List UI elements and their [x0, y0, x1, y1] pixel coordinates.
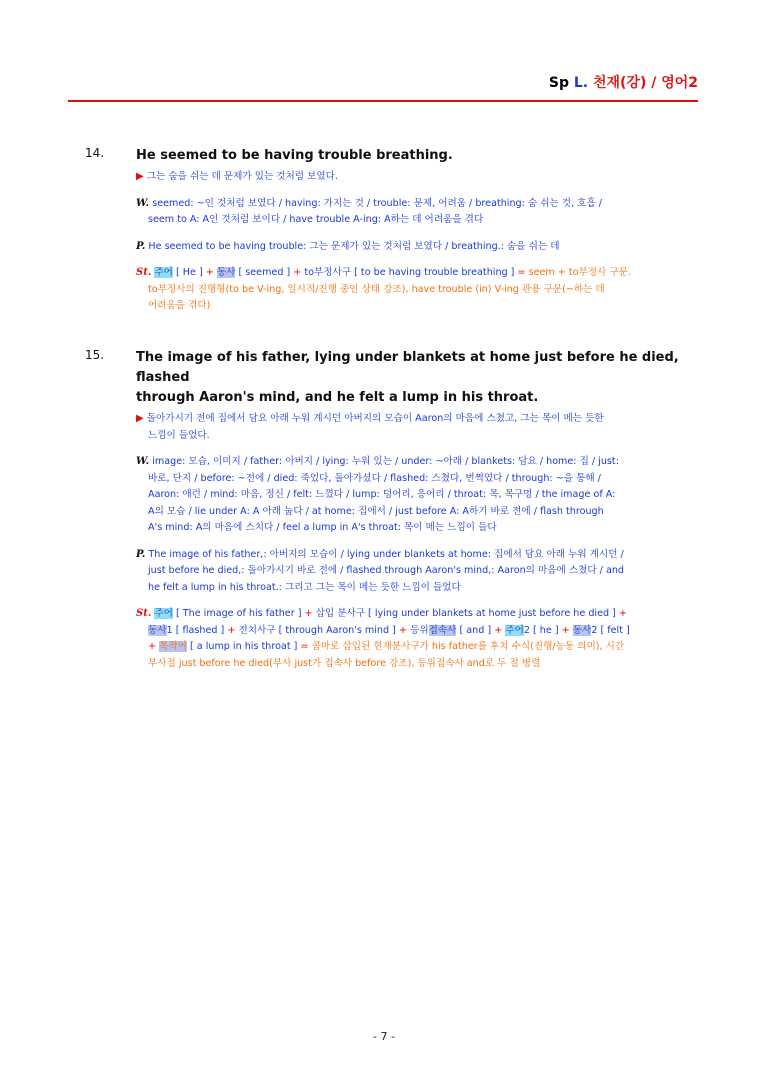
structure-line: to부정사의 진행형(to be V-ing, 일시적/진행 중인 상태 강조), have trouble (in) V-ing 관용 구문(~하는 데 [148, 283, 605, 295]
triangle-icon: ▶ [136, 413, 144, 424]
words-line: seem to A: A인 것처럼 보이다 / have trouble A-ing: A하는 데 어려움을 겪다 [148, 214, 484, 225]
question-number: 15. [85, 348, 105, 362]
structure-line: 동사1 [ flashed ] + 전치사구 [ through Aaron's mind ] + 등위접속사 [ and ] + 주어2 [ he ] + 동사2 [ felt ] [148, 624, 630, 636]
question-sentence-line: through Aaron's mind, and he felt a lump in his throat. [136, 390, 539, 405]
phrases-line: just before he died,: 돌아가시기 바로 전에 / flashed through Aaron's mind,: Aaron의 마음에 스쳤다 / and [148, 565, 625, 576]
question-14 [85, 146, 685, 315]
triangle-icon: ▶ [136, 171, 144, 182]
structure-line: 어려움을 겪다) [148, 300, 211, 311]
words-line: 바로, 단지 / before: ~전에 / died: 죽었다, 돌아가셨다 / flashed: 스쳤다, 번쩍였다 / through: ~을 통해 / [148, 472, 601, 484]
phrases-block: P. He seemed to be having trouble: 그는 문제가 있는 것처럼 보였다 / breathing.: 숨을 쉬는 데 [136, 240, 560, 252]
words-line: A의 모습 / lie under A: A 아래 눕다 / at home: 집에서 / just before A: A하기 바로 전에 / flash through [148, 505, 604, 517]
structure-line: + 목적어 [ a lump in his throat ] = 콤마로 삽입된 현재분사구가 his father를 후치 수식(진행/능동 의미), 시간 [148, 641, 625, 652]
structure-line: 부사절 just before he died(부사 just가 접속사 before 강조), 등위접속사 and로 두 절 병렬 [148, 657, 541, 669]
words-block: W. seemed: ~인 것처럼 보였다 / having: 가지는 것 / trouble: 문제, 어려움 / breathing: 숨 쉬는 것, 호흡 / [136, 197, 602, 209]
structure-block: St. 주어 [ He ] + 동사 [ seemed ] + to부정사구 [ to be having trouble breathing ] = seem + to부정사 구문. [136, 267, 631, 278]
question-15 [85, 348, 685, 672]
p-label: P. [136, 548, 146, 560]
phrases-line: he felt a lump in his throat.: 그리고 그는 목이 메는 듯한 느낌이 들었다 [148, 581, 461, 593]
w-label: W. [136, 197, 150, 209]
page-number: - 7 - [373, 1030, 395, 1043]
question-sentence-line: The image of his father, lying under blankets at home just before he died, flashed [136, 350, 679, 385]
header-lesson: L. [573, 75, 593, 91]
page-header [549, 72, 698, 92]
header-rule [68, 100, 698, 102]
words-line: Aaron: 애런 / mind: 마음, 정신 / felt: 느꼈다 / lump: 덩어리, 응어리 / throat: 목, 목구멍 / the image of A: [148, 489, 616, 500]
st-label: St. [136, 608, 152, 619]
structure-block: St. 주어 [ The image of his father ] + 삽입 분사구 [ lying under blankets at home just before he died ] + [136, 608, 627, 619]
translation: ▶ 돌아가시기 전에 집에서 담요 아래 누워 계시던 아버지의 모습이 Aaron의 마음에 스쳤고, 그는 목이 메는 듯한 [136, 413, 604, 424]
question-sentence: He seemed to be having trouble breathing. [136, 148, 453, 163]
translation: ▶ 그는 숨을 쉬는 데 문제가 있는 것처럼 보였다. [136, 171, 338, 182]
w-label: W. [136, 456, 150, 467]
p-label: P. [136, 240, 146, 252]
header-publisher: 천재(강) / 영어2 [592, 75, 698, 91]
question-number: 14. [85, 146, 105, 160]
st-label: St. [136, 267, 152, 278]
phrases-block: P. The image of his father,: 아버지의 모습이 / lying under blankets at home: 집에서 담요 아래 누워 계시던 / [136, 548, 624, 560]
words-line: A's mind: A의 마음에 스치다 / feel a lump in A's throat: 목이 메는 느낌이 들다 [148, 522, 497, 533]
header-prefix: Sp [548, 75, 574, 91]
words-block: W. image: 모습, 이미지 / father: 아버지 / lying: 누워 있는 / under: ~아래 / blankets: 담요 / home: 집 / just: [136, 456, 619, 467]
translation-line: 느낌이 들었다. [148, 429, 210, 441]
